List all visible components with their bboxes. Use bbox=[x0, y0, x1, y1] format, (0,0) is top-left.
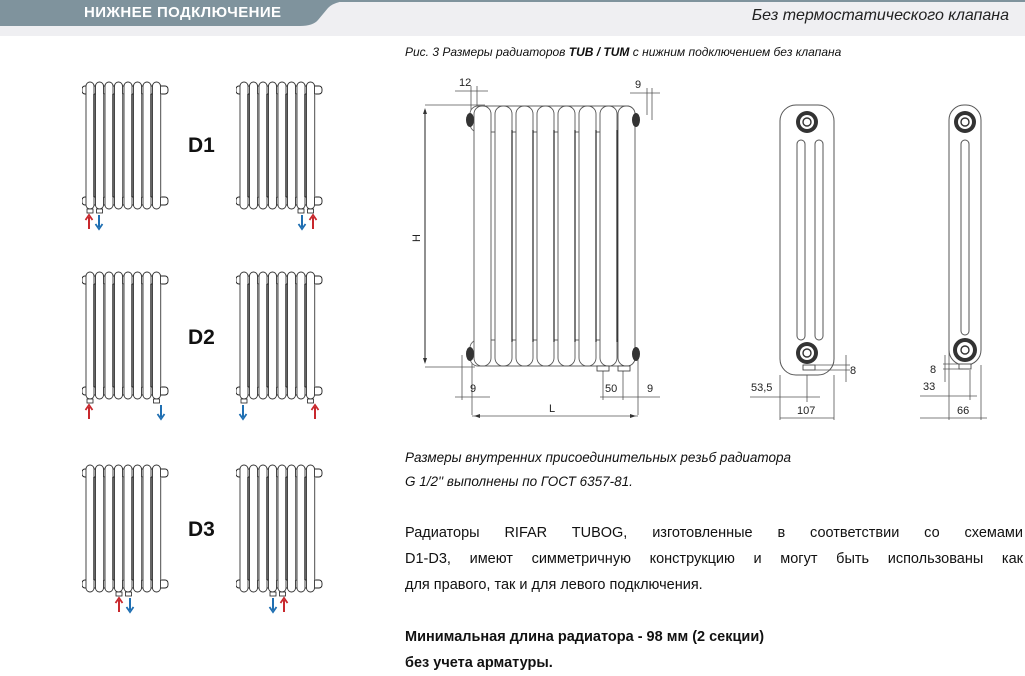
return-arrow-icon bbox=[127, 598, 134, 612]
description-line-3: для правого, так и для левого подключения. bbox=[405, 577, 703, 593]
min-length-line-2: без учета арматуры. bbox=[405, 655, 553, 671]
scheme-d3-right bbox=[236, 463, 336, 615]
dim-nipple-3col: 8 bbox=[850, 365, 857, 377]
supply-arrow-icon bbox=[310, 215, 317, 229]
dim-length: L bbox=[549, 403, 556, 415]
description-paragraph bbox=[405, 520, 1023, 598]
return-arrow-icon bbox=[240, 405, 247, 419]
figure-caption bbox=[405, 45, 841, 59]
dim-top-left: 12 bbox=[459, 77, 472, 89]
scheme-d1-left bbox=[82, 80, 182, 232]
thread-note bbox=[405, 446, 791, 494]
caption-prefix: Рис. 3 Размеры радиаторов bbox=[405, 45, 569, 59]
dim-depth-2col: 66 bbox=[957, 405, 970, 417]
description-line-1: Радиаторы RIFAR TUBOG, изготовленные в соответствии со схемами bbox=[405, 525, 1023, 541]
dim-connection-spacing: 50 bbox=[605, 383, 618, 395]
caption-suffix: с нижним подключением без клапана bbox=[629, 45, 842, 59]
return-arrow-icon bbox=[299, 215, 306, 229]
section-title: НИЖНЕЕ ПОДКЛЮЧЕНИЕ bbox=[84, 4, 282, 21]
scheme-label-d2: D2 bbox=[188, 326, 215, 349]
scheme-d3-left bbox=[82, 463, 182, 615]
dim-nipple-2col: 8 bbox=[930, 364, 937, 376]
section-tab bbox=[0, 0, 360, 26]
supply-arrow-icon bbox=[86, 215, 93, 229]
description-line-2: D1-D3, имеют симметричную конструкцию и могут быть использованы как bbox=[405, 551, 1023, 567]
scheme-label-d3: D3 bbox=[188, 518, 215, 541]
caption-models: TUB / TUM bbox=[568, 45, 630, 59]
dim-bottom-left: 9 bbox=[470, 383, 477, 395]
side-view-3col bbox=[740, 100, 870, 430]
scheme-d1-right bbox=[236, 80, 336, 232]
return-arrow-icon bbox=[96, 215, 103, 229]
dim-depth-3col: 107 bbox=[797, 405, 816, 417]
supply-arrow-icon bbox=[86, 405, 93, 419]
supply-arrow-icon bbox=[312, 405, 319, 419]
scheme-d2-right bbox=[236, 270, 336, 422]
min-length-note bbox=[405, 624, 764, 676]
dim-offset-3col: 53,5 bbox=[751, 382, 773, 394]
supply-arrow-icon bbox=[116, 598, 123, 612]
section-subtitle: Без термостатического клапана bbox=[751, 7, 1009, 24]
page-header bbox=[0, 0, 1025, 36]
dim-offset-2col: 33 bbox=[923, 381, 936, 393]
return-arrow-icon bbox=[270, 598, 277, 612]
dim-height: H bbox=[411, 234, 423, 242]
dim-bottom-right: 9 bbox=[647, 383, 654, 395]
thread-note-line-1: Размеры внутренних присоединительных резьб радиатора bbox=[405, 450, 792, 465]
dim-top-right: 9 bbox=[635, 79, 642, 91]
side-view-2col bbox=[915, 100, 1025, 430]
scheme-label-d1: D1 bbox=[188, 134, 215, 157]
scheme-d2-left bbox=[82, 270, 182, 422]
thread-note-line-2: G 1/2'' выполнены по ГОСТ 6357-81. bbox=[405, 474, 633, 489]
front-view-drawing bbox=[410, 70, 660, 435]
header-divider bbox=[340, 0, 1025, 2]
return-arrow-icon bbox=[158, 405, 165, 419]
min-length-line-1: Минимальная длина радиатора - 98 мм (2 секции) bbox=[405, 629, 765, 645]
supply-arrow-icon bbox=[281, 598, 288, 612]
